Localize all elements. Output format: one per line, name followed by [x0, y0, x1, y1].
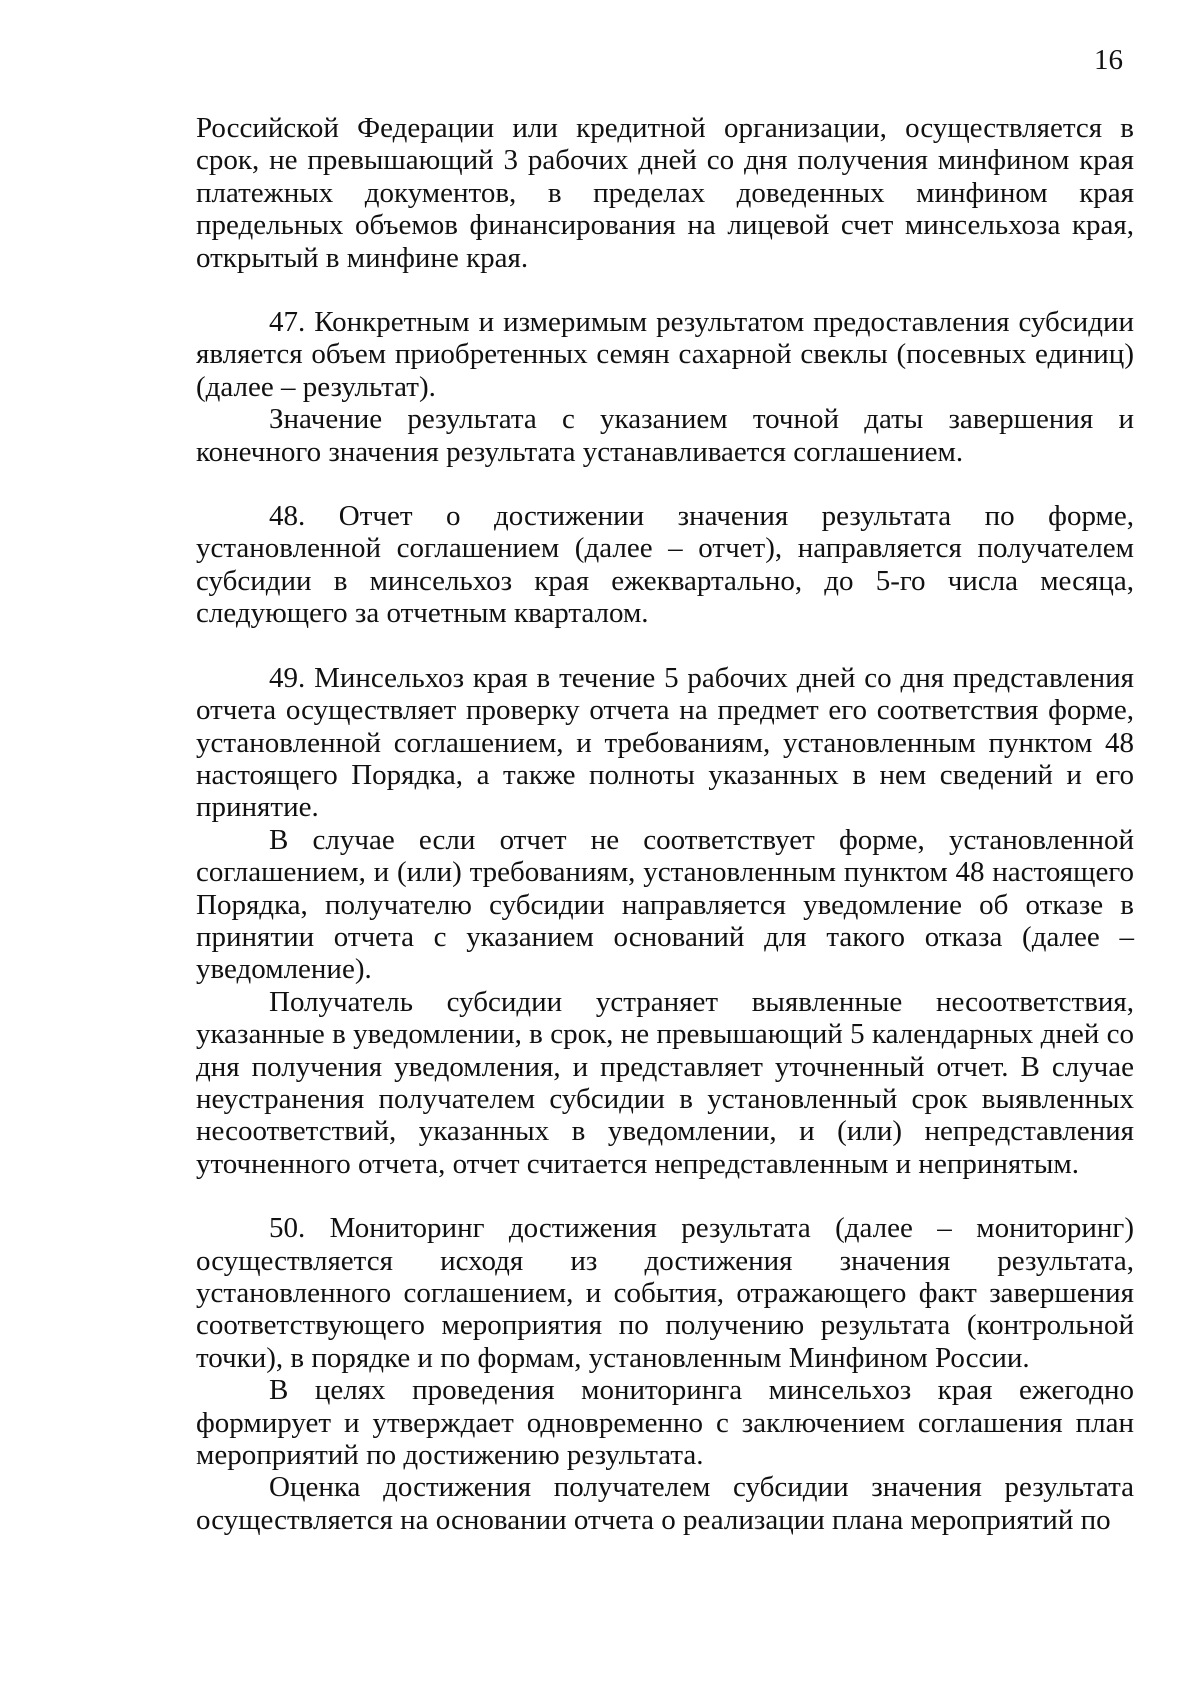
- paragraph-49: 49. Минсельхоз края в течение 5 рабочих дней со дня представления отчета осуществляет проверку отчета на предмет его соответствия форме, установленной соглашением, и требованиям, установленным пунктом 48 настоящего Порядка, а также полноты указанных в нем сведений и его принятие.: [196, 661, 1134, 824]
- paragraph-49-correction: Получатель субсидии устраняет выявленные несоответствия, указанные в уведомлении, в срок, не превышающий 5 календарных дней со дня получения уведомления, и представляет уточненный отчет. В случае неустранения получателем субсидии в установленный срок выявленных несоответствий, указанных в уведомлении, и (или) непредставления уточненного отчета, отчет считается непредставленным и непринятым.: [196, 985, 1134, 1180]
- paragraph-47: 47. Конкретным и измеримым результатом предоставления субсидии является объем приобретенных семян сахарной свеклы (посевных единиц) (далее – результат).: [196, 306, 1134, 403]
- paragraph-47-result-value: Значение результата с указанием точной даты завершения и конечного значения результата устанавливается соглашением.: [196, 403, 1134, 468]
- paragraph-50: 50. Мониторинг достижения результата (далее – мониторинг) осуществляется исходя из достижения значения результата, установленного соглашением, и события, отражающего факт завершения соответствующего мероприятия по получению результата (контрольной точки), в порядке и по формам, установленным Минфином России.: [196, 1212, 1134, 1374]
- paragraph-continuation: Российской Федерации или кредитной организации, осуществляется в срок, не превышающий 3 рабочих дней со дня получения минфином края платежных документов, в пределах доведенных минфином края предельных объемов финансирования на лицевой счет минсельхоза края, открытый в минфине края.: [196, 112, 1134, 274]
- paragraph-50-plan: В целях проведения мониторинга минсельхоз края ежегодно формирует и утверждает одновременно с заключением соглашения план мероприятий по достижению результата.: [196, 1374, 1134, 1472]
- paragraph-49-noncompliance: В случае если отчет не соответствует форме, установленной соглашением, и (или) требованиям, установленным пунктом 48 настоящего Порядка, получателю субсидии направляется уведомление об отказе в принятии отчета с указанием оснований для такого отказа (далее – уведомление).: [196, 823, 1134, 986]
- paragraph-48: 48. Отчет о достижении значения результата по форме, установленной соглашением (далее – отчет), направляется получателем субсидии в минсельхоз края ежеквартально, до 5-го числа месяца, следующего за отчетным кварталом.: [196, 500, 1134, 630]
- document-body: [196, 112, 1134, 1536]
- paragraph-50-assessment: Оценка достижения получателем субсидии значения результата осуществляется на основании отчета о реализации плана мероприятий по: [196, 1471, 1134, 1536]
- page-number: 16: [1094, 44, 1123, 76]
